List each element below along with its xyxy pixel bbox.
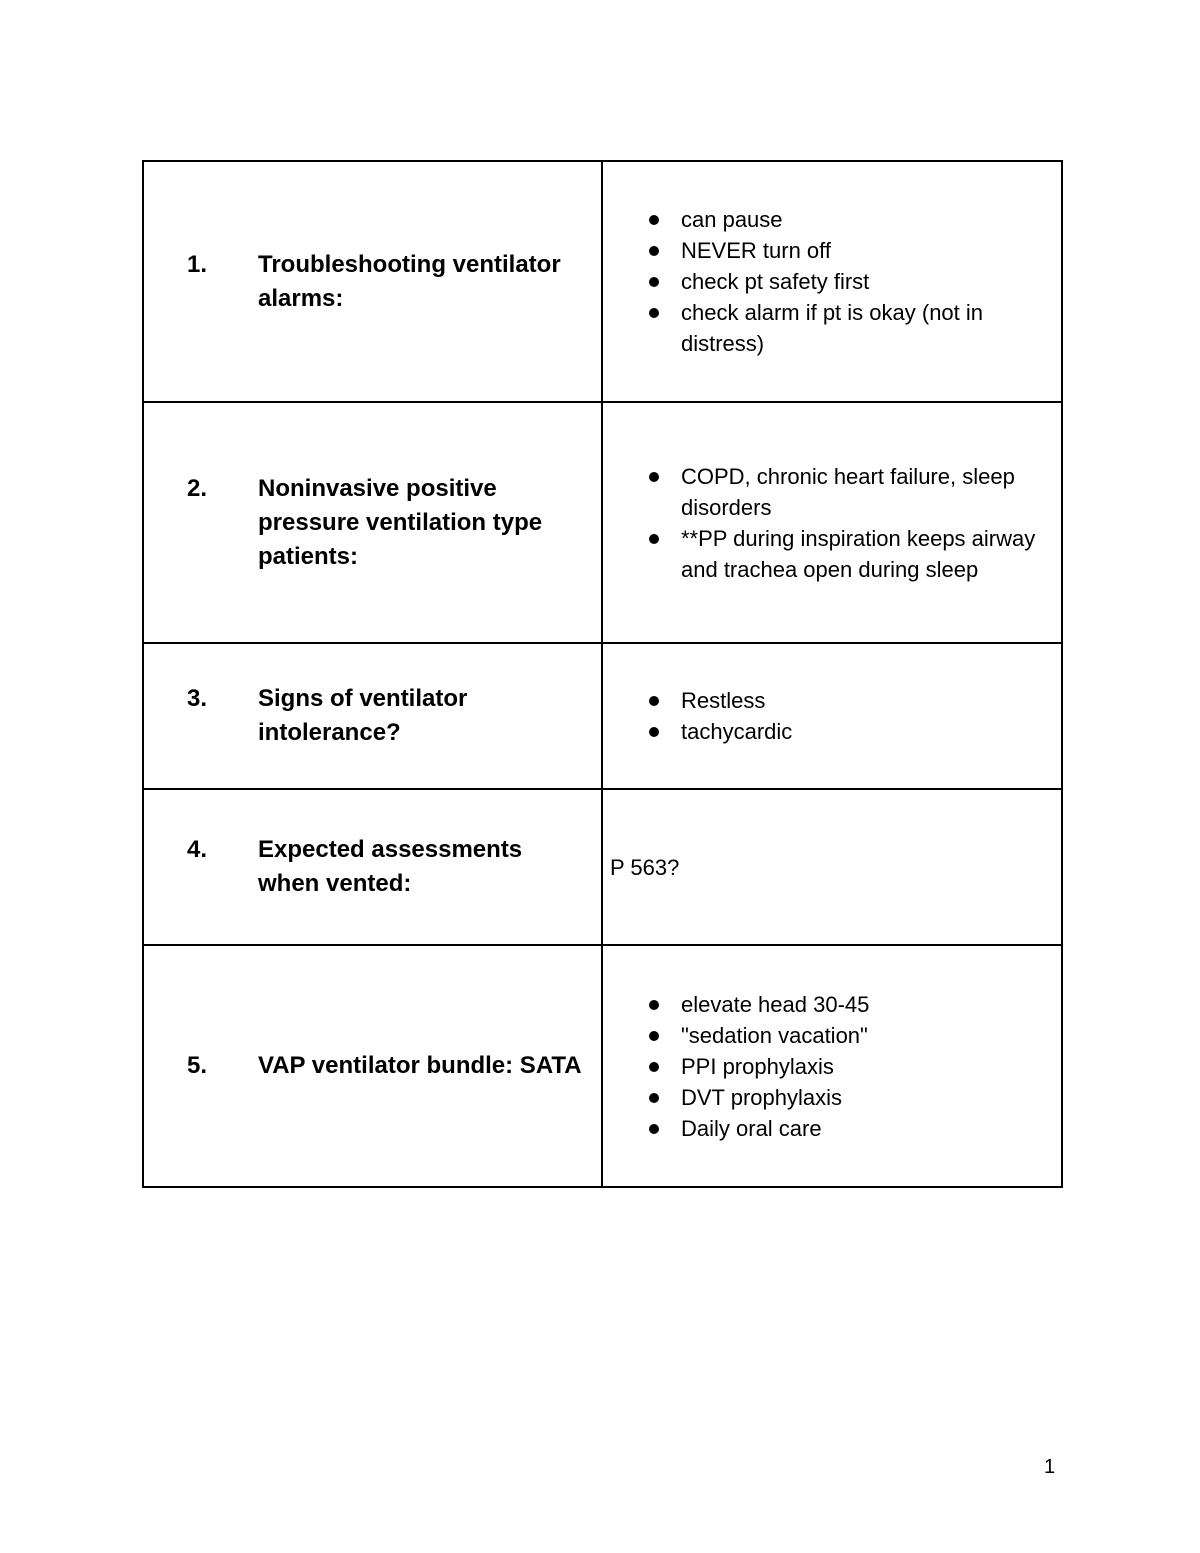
question-cell: [143, 945, 602, 1187]
list-item: [646, 204, 1047, 235]
answer-text: P 563?: [610, 854, 680, 880]
page-number: 1: [1044, 1456, 1056, 1478]
question-number: 5.: [187, 1052, 208, 1079]
list-item: [646, 1113, 1047, 1144]
answer-text: Restless: [681, 688, 766, 713]
question-cell: [143, 789, 602, 945]
answer-text: NEVER turn off: [681, 238, 831, 263]
answer-text: **PP during inspiration keeps airway and trachea open during sleep: [681, 525, 1036, 582]
list-item: [646, 716, 1047, 747]
table-row: [143, 789, 1062, 945]
list-item: [646, 523, 1047, 585]
answer-text: COPD, chronic heart failure, sleep disorders: [681, 463, 1015, 520]
list-item: [646, 235, 1047, 266]
question-number: 2.: [187, 474, 208, 502]
list-item: [646, 1082, 1047, 1113]
bullet-icon: [649, 1124, 659, 1134]
bullet-icon: [649, 308, 659, 318]
bullet-icon: [649, 215, 659, 225]
bullet-icon: [649, 472, 659, 482]
question-cell: [143, 643, 602, 789]
list-item: [646, 266, 1047, 297]
question-text: VAP ventilator bundle: SATA: [258, 1052, 582, 1079]
bullet-icon: [649, 727, 659, 737]
bullet-icon: [649, 534, 659, 544]
table-row: [143, 161, 1062, 402]
bullet-icon: [649, 696, 659, 706]
answer-text: tachycardic: [681, 719, 793, 744]
list-item: [646, 989, 1047, 1020]
answer-list: [603, 461, 1061, 585]
question-text: Troubleshooting ventilator alarms:: [258, 250, 561, 312]
answer-list: [603, 685, 1061, 747]
answer-cell: [602, 789, 1062, 945]
answer-text: elevate head 30-45: [681, 991, 870, 1017]
question-cell: [143, 402, 602, 643]
list-item: [646, 1020, 1047, 1051]
bullet-icon: [649, 1031, 659, 1041]
list-item: [646, 297, 1047, 359]
list-item: [646, 461, 1047, 523]
bullet-icon: [649, 277, 659, 287]
answer-text: DVT prophylaxis: [681, 1084, 842, 1110]
question-number: 3.: [187, 685, 208, 712]
table-row: [143, 402, 1062, 643]
answer-text: Daily oral care: [681, 1115, 822, 1141]
bullet-icon: [649, 1062, 659, 1072]
table-row: [143, 945, 1062, 1187]
answer-cell: [602, 402, 1062, 643]
question-text: Signs of ventilator intolerance?: [258, 685, 468, 746]
bullet-icon: [649, 246, 659, 256]
answer-text: can pause: [681, 207, 783, 232]
list-item: [646, 1051, 1047, 1082]
answer-text: "sedation vacation": [681, 1022, 868, 1048]
table-row: [143, 643, 1062, 789]
question-number: 4.: [187, 836, 208, 863]
question-answer-table: [142, 160, 1063, 1188]
list-item: [646, 685, 1047, 716]
question-cell: [143, 161, 602, 402]
bullet-icon: [649, 1093, 659, 1103]
answer-cell: [602, 643, 1062, 789]
answer-text: check pt safety first: [681, 269, 870, 294]
answer-cell: [602, 945, 1062, 1187]
answer-text: check alarm if pt is okay (not in distress): [681, 300, 984, 356]
answer-cell: [602, 161, 1062, 402]
bullet-icon: [649, 1000, 659, 1010]
question-text: Expected assessments when vented:: [258, 836, 523, 897]
answer-list: [603, 989, 1061, 1144]
answer-list: [603, 204, 1061, 359]
answer-text: PPI prophylaxis: [681, 1053, 834, 1079]
question-number: 1.: [187, 250, 208, 278]
question-text: Noninvasive positive pressure ventilation type patients:: [258, 474, 543, 570]
